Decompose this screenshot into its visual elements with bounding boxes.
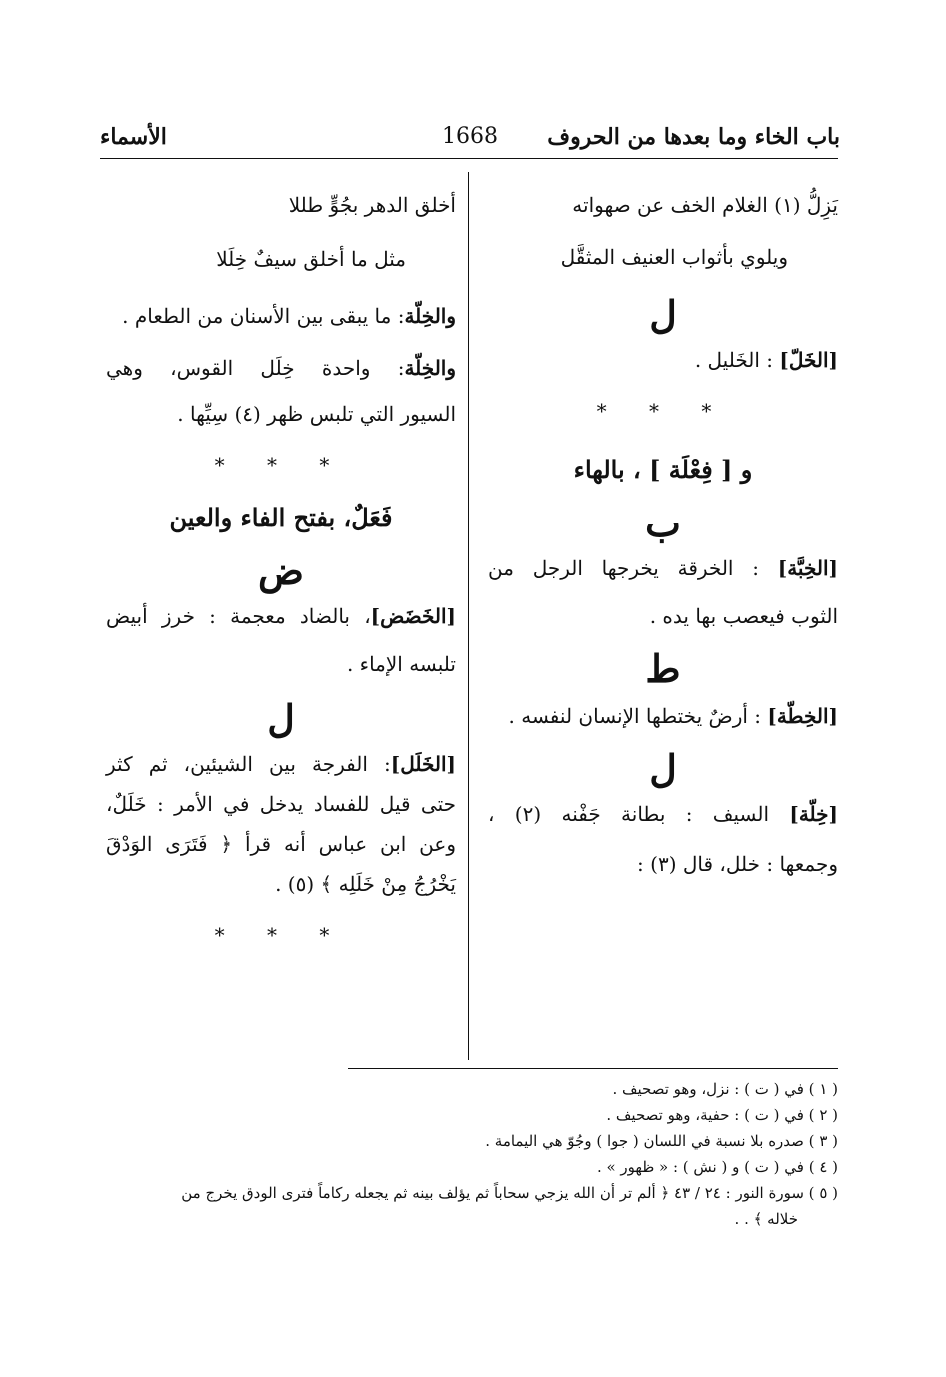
verse-line: يَزِلُّ (١) الغلام الخف عن صهواته — [572, 193, 838, 217]
entry-line: وعن ابن عباس أنه قرأ ﴿ فَتَرَى الوَدْقَ — [106, 832, 456, 856]
footnotes — [108, 1076, 838, 1232]
entry-line — [106, 354, 456, 382]
header-divider — [100, 158, 838, 159]
verse-line: أخلق الدهر بجُوٍّ طللا — [288, 193, 456, 217]
entry-line: الثوب فيعصب بها يده . — [649, 604, 838, 628]
entry-text: : الفرجة بين الشيئين، ثم كثر — [106, 752, 391, 776]
entry-keyword: [الخَلَل] — [390, 752, 456, 776]
letter-heading: ب — [645, 500, 681, 545]
right-column — [488, 180, 838, 878]
entry-keyword: [الخِبَّة] — [777, 556, 838, 580]
entry-text: : الخَليل . — [694, 348, 773, 372]
entry-line — [488, 800, 838, 828]
footnote: ( ٥ ) سورة النور : ٢٤ / ٤٣ ﴿ ألم تر أن الله يزجي سحاباً ثم يؤلف بينه ثم يجعله ركاماً فترى الودق يخرج من — [181, 1184, 838, 1202]
entry-keyword: والخِلّة — [404, 356, 456, 380]
entry-keyword: [الخَلّ] — [779, 348, 838, 372]
verse-line: ويلوي بأثواب العنيف المثقَّل — [560, 245, 788, 269]
entry-line: يَخْرُجُ مِنْ خَلَلِه ﴾ (٥) . — [275, 872, 456, 896]
column-divider — [468, 172, 469, 1060]
entry-line: وجمعها : خلل، قال (٣) : — [637, 852, 838, 876]
footnote: خلاله ﴾ . . — [734, 1210, 798, 1228]
entry-keyword: والخِلّة — [404, 304, 456, 328]
entry-keyword: [الخَضَض] — [370, 604, 456, 628]
entry-text: : واحدة خِلَل القوس، وهي — [106, 356, 405, 380]
entry-line — [106, 302, 456, 330]
letter-heading: ل — [649, 292, 677, 337]
section-heading: و [ فِعْلَة ] ، بالهاء — [573, 455, 753, 484]
entry-line — [106, 602, 456, 630]
entry-line — [106, 750, 456, 778]
page-number: 1668 — [442, 124, 498, 149]
footnote: ( ١ ) في ( ت ) : نزل، وهو تصحيف . — [612, 1080, 838, 1098]
entry-text: السيف : بطانة جَفْنه (٢) ، — [488, 802, 770, 826]
page-header — [100, 120, 840, 160]
footnote: ( ٤ ) في ( ت ) و ( نش ) : « ظهور » . — [596, 1158, 838, 1176]
entry-line — [488, 554, 838, 582]
entry-line: السيور التي تلبس ظهر (٤) سِيِّها . — [177, 402, 456, 426]
section-separator: * * * — [214, 923, 348, 947]
section-heading: فَعَلٌ، بفتح الفاء والعين — [169, 503, 393, 532]
footnote-divider — [348, 1068, 838, 1069]
verse-line: مثل ما أخلق سيفٌ خِلَلا — [216, 247, 406, 271]
letter-heading: ل — [649, 746, 677, 791]
entry-line — [488, 346, 838, 374]
entry-text: : أرضٌ يختطها الإنسان لنفسه . — [508, 704, 762, 728]
section-title: الأسماء — [100, 124, 167, 150]
letter-heading: ل — [267, 696, 295, 741]
footnote: ( ٣ ) صدره بلا نسبة في اللسان ( جوا ) وجُوّ هي اليمامة . — [485, 1132, 838, 1150]
footnote: ( ٢ ) في ( ت ) : حفية، وهو تصحيف . — [606, 1106, 838, 1124]
entry-text: : ما يبقى بين الأسنان من الطعام . — [122, 304, 405, 328]
entry-text: ، بالضاد معجمة : خرز أبيض — [106, 604, 371, 628]
entry-keyword: [خِلّة] — [789, 802, 839, 826]
section-separator: * * * — [596, 399, 730, 423]
letter-heading: ض — [258, 548, 304, 593]
left-column — [106, 180, 456, 960]
chapter-title: باب الخاء وما بعدها من الحروف — [547, 124, 840, 150]
section-separator: * * * — [214, 453, 348, 477]
entry-line — [488, 702, 838, 730]
entry-keyword: [الخِطّة] — [767, 704, 838, 728]
letter-heading: ط — [645, 646, 681, 691]
entry-line: حتى قيل للفساد يدخل في الأمر : خَلَلٌ، — [106, 792, 456, 816]
entry-text: : الخرقة يخرجها الرجل من — [488, 556, 759, 580]
entry-line: تلبسه الإماء . — [346, 652, 456, 676]
